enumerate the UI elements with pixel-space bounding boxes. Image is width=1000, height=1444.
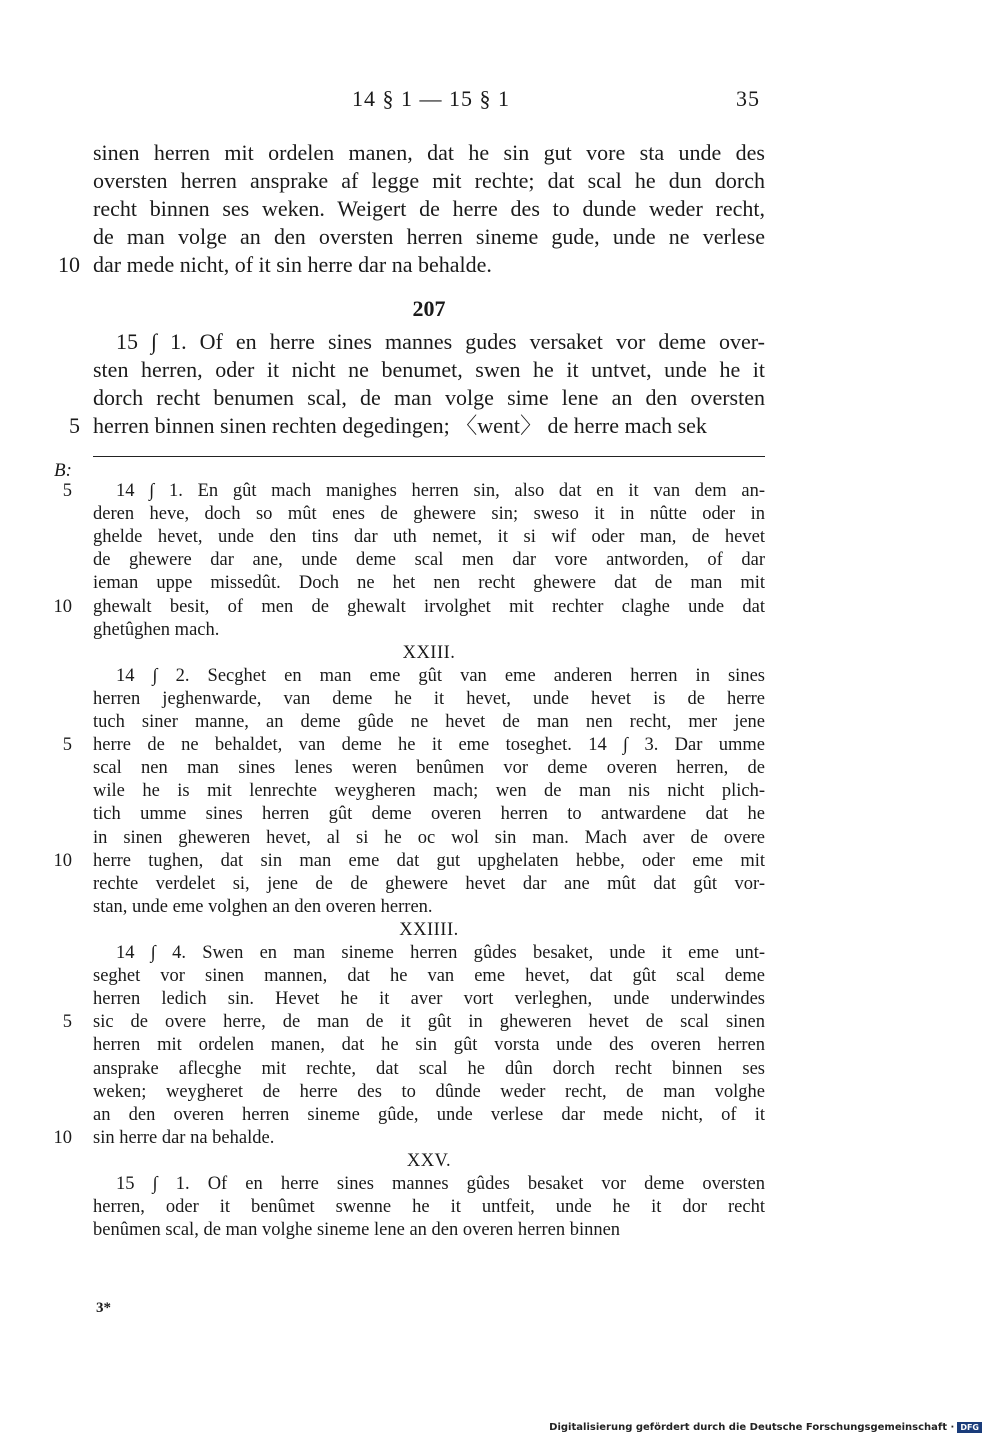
text-line: herren jeghenwarde, van deme he it hevet, unde hevet is de herre <box>93 688 765 709</box>
text-line: ansprake aflecghe mit rechte, dat scal he dûn dorch recht binnen ses <box>93 1058 765 1079</box>
text-line: ghewalt besit, of men de ghewalt irvolghet mit rechter claghe unde dat <box>93 596 765 617</box>
line-number: 10 <box>53 1127 72 1148</box>
text-line: recht binnen ses weken. Weigert de herre des to dunde weder recht, <box>93 196 765 221</box>
text-line: ghelde hevet, unde den tins dar uth nemet, it si wif oder man, de hevet <box>93 527 765 548</box>
apparatus-siglum: B: <box>54 460 72 481</box>
text-line: weken; weygheret de herre des to dûnde weder recht, de man volghe <box>93 1081 765 1102</box>
text-line: seghet vor sinen mannen, dat he van eme hevet, dat gût scal deme <box>93 966 765 987</box>
text-line: de man volge an den oversten herren sineme gude, unde ne verlese <box>93 224 765 249</box>
text-line: ieman uppe missedût. Doch ne het nen recht ghewere dat de man mit <box>93 573 765 594</box>
text-line: sinen herren mit ordelen manen, dat he sin gut vore sta unde des <box>93 140 765 165</box>
text-line: 14 ∫ 4. Swen en man sineme herren gûdes besaket, unde it eme unt- <box>116 943 765 963</box>
text-line: herre de ne behaldet, van deme he it eme toseghet. 14 ∫ 3. Dar umme <box>93 735 765 756</box>
line-number: 10 <box>58 252 80 277</box>
text-line: dorch recht benumen scal, de man volge sime lene an den oversten <box>93 385 765 410</box>
text-line: herren ledich sin. Hevet he it aver vort verleghen, unde underwindes <box>93 989 765 1010</box>
text-line: sic de overe herre, de man de it gût in gheweren hevet de scal sinen <box>93 1012 765 1033</box>
line-number: 5 <box>62 1012 72 1033</box>
text-line: in sinen gheweren hevet, al si he oc wol sin man. Mach aver de overe <box>93 827 765 848</box>
text-line: herren, oder it benûmet swenne he it untfeit, unde he it dor recht <box>93 1197 765 1218</box>
chapter-numeral: XXV. <box>406 1150 452 1171</box>
chapter-numeral: XXIII. <box>402 642 456 663</box>
text-line: tich umme sines herren gût deme overen herren to antwardene dat he <box>93 804 765 825</box>
section-number: 207 <box>412 296 446 321</box>
text-line: benûmen scal, de man volghe sineme lene an den overen herren binnen <box>93 1220 621 1241</box>
line-number: 10 <box>53 850 72 871</box>
page-number: 35 <box>736 86 760 111</box>
text-line: oversten herren ansprake af legge mit rechte; dat scal he dun dorch <box>93 168 765 193</box>
text-line: herre tughen, dat sin man eme dat gut upghelaten hebbe, oder eme mit <box>93 850 765 871</box>
text-line: sin herre dar na behalde. <box>93 1127 275 1148</box>
text-line: herren mit ordelen manen, dat he sin gût vorsta unde des overen herren <box>93 1035 765 1056</box>
line-number: 5 <box>62 735 72 756</box>
text-line: tuch siner manne, an deme gûde ne hevet de man nen recht, mer jene <box>93 712 765 732</box>
text-line: sten herren, oder it nicht ne benumet, swen he it untvet, unde he it <box>93 357 765 382</box>
text-line: 14 ∫ 1. En gût mach manighes herren sin, also dat en it van dem an- <box>116 481 765 501</box>
text-line: de ghewere dar ane, unde deme scal men dar vore antworden, of dar <box>93 550 765 571</box>
text-line: 15 ∫ 1. Of en herre sines mannes gûdes besaket vor deme oversten <box>116 1174 765 1194</box>
line-number: 10 <box>53 596 72 617</box>
footer-text: Digitalisierung gefördert durch die Deutsche Forschungsgemeinschaft · <box>549 1422 955 1433</box>
chapter-numeral: XXIIII. <box>399 919 459 940</box>
text-line: 14 ∫ 2. Secghet en man eme gût van eme anderen herren in sines <box>116 665 765 686</box>
text-line: ghetûghen mach. <box>93 619 220 640</box>
text-line: dar mede nicht, of it sin herre dar na behalde. <box>93 252 492 277</box>
text-line: wile he is mit lenrechte weygheren mach; wen de man nis nicht plich- <box>93 781 765 802</box>
text-line: rechte verdelet si, jene de de ghewere hevet dar ane mût dat gût vor- <box>93 873 765 894</box>
signature-mark: 3* <box>96 1300 111 1316</box>
text-line: an den overen herren sineme gûde, unde verlese dar mede nicht, of it <box>93 1104 765 1125</box>
dfg-logo: DFG <box>957 1422 982 1433</box>
line-number: 5 <box>62 481 72 501</box>
text-line: herren binnen sinen rechten degedingen; 〈went〉 de herre mach sek <box>93 413 707 438</box>
apparatus-divider <box>93 456 765 457</box>
running-title: 14 § 1 — 15 § 1 <box>352 86 510 111</box>
text-line: deren heve, doch so mût enes de ghewere sin; sweso it in nûtte oder in <box>93 504 765 525</box>
text-line: scal nen man sines lenes weren benûmen vor deme overen herren, de <box>93 758 765 779</box>
footer-credit <box>549 1422 982 1433</box>
text-line: stan, unde eme volghen an den overen herren. <box>93 896 433 917</box>
line-number: 5 <box>69 413 80 438</box>
text-line: 15 ∫ 1. Of en herre sines mannes gudes versaket vor deme over- <box>116 329 765 354</box>
